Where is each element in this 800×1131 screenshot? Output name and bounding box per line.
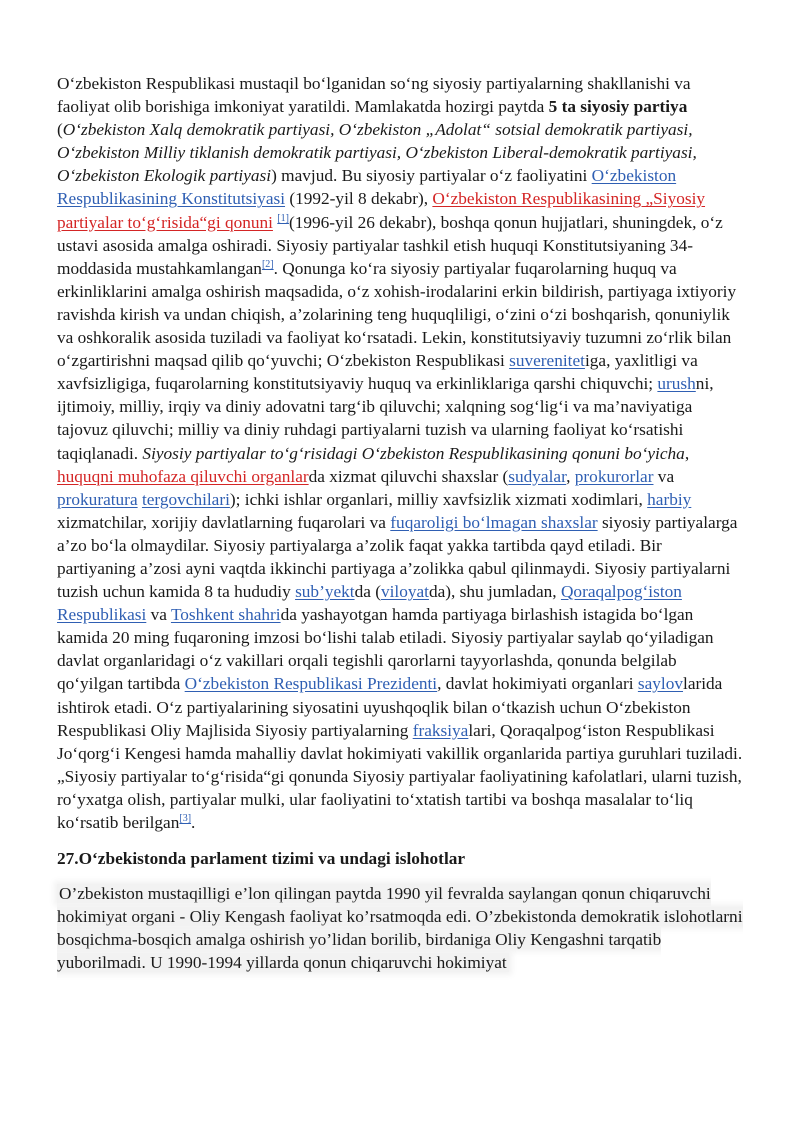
link-urush[interactable]: urush xyxy=(657,374,696,394)
link-constitution[interactable]: O‘zbekiston Respublikasining Konstitutsiyasi xyxy=(57,166,677,209)
text: da ( xyxy=(354,582,381,602)
link-saylov[interactable]: saylov xyxy=(637,674,684,694)
paragraph-political-parties xyxy=(57,72,743,834)
section-heading: 27.O‘zbekistonda parlament tizimi va undagi islohotlar xyxy=(57,849,466,869)
text: va xyxy=(653,466,675,486)
text: ) mavjud. Bu siyosiy partiyalar o‘z faoliyatini xyxy=(271,166,592,186)
link-harbiy[interactable]: harbiy xyxy=(647,489,692,509)
text: larida ishtirok etadi. O‘z partiyalarining siyosatini uyushqoqlik bilan o‘tkazish uchun O‘zbekiston Respublikasi Oliy Majlisida Siyosiy partiyalarning xyxy=(57,674,723,740)
text: iga, yaxlitligi va xavfsizligiga, fuqarolarning konstitutsiyaviy huquq va erkinliklariga qarshi chiquvchi; xyxy=(57,351,698,394)
text: lari, Qoraqalpog‘iston Respublikasi Jo‘qorg‘i Kengesi hamda mahalliy davlat hokimiyati vakillik organlarida partiya guruhlari tuziladi. „Siyosiy partiyalar to‘g‘risida“gi qonunda Siyosiy partiyalar faoliyatining kafolatlari, ularni tuzish, ro‘yxatga olish, partiyalar mulki, ular faoliyatini to‘xtatish tartibi va boshqa masalalar to‘liq ko‘rsatib berilgan xyxy=(57,720,743,832)
bold-text: 5 ta siyosiy partiya xyxy=(548,97,688,117)
text: siyosiy partiyalarga a’zo bo‘la olmaydilar. Siyosiy partiyalarga a’zolik faqat yakka tartibda qayd etiladi. Bir partiyaning a’zosi ayni vaqtda ikkinchi partiyaga a’zolikka qabul qilinmaydi. Siyosiy partiyalarni tuzish uchun kamida 8 ta hududiy xyxy=(57,512,738,602)
link-subyekt[interactable]: sub’yekt xyxy=(295,582,355,602)
text: . xyxy=(191,813,196,832)
text: . Qonunga ko‘ra siyosiy partiyalar fuqarolarning huquq va erkinliklarini amalga oshirish maqsadida, o‘z xohish-irodalarini erkin bildirish, partiyaga ixtiyoriy ravishda kirish va undan chiqish, a’zolarining teng huquqliligi, o‘zini o‘zi boshqarish, qonuniylik va oshkoralik asosida tuziladi va faoliyat ko‘rsatadi. Lekin, konstitutsiyaviy tuzumni zo‘rlik bilan o‘zgartirishni maqsad qilib qo‘yuvchi; O‘zbekiston Respublikasi xyxy=(57,258,737,371)
text: xizmatchilar, xorijiy davlatlarning fuqarolari va xyxy=(57,512,391,532)
link-tergovchilari[interactable]: tergovchilari xyxy=(141,489,230,509)
link-political-parties-law[interactable]: O‘zbekiston Respublikasining „Siyosiy partiyalar to‘g‘risida“gi qonuni xyxy=(57,189,706,232)
link-prokuratura[interactable]: prokuratura xyxy=(57,489,138,509)
link-toshkent-shahri[interactable]: Toshkent shahri xyxy=(170,605,281,625)
footnote-link-2[interactable]: [2] xyxy=(261,258,274,270)
text: da xizmat qiluvchi shaxslar ( xyxy=(308,466,509,486)
italic-law-reference: Siyosiy partiyalar to‘g‘risidagi O‘zbekiston Respublikasining qonuni bo‘yicha xyxy=(142,443,685,463)
document-page xyxy=(57,72,743,974)
link-law-enforcement[interactable]: huquqni muhofaza qiluvchi organlar xyxy=(57,466,309,486)
text: da yashayotgan hamda partiyaga birlashish istagida bo‘lgan kamida 20 ming fuqaroning imzosi bo‘lishi talab etiladi. Siyosiy partiyalar saylab qo‘yiladigan davlat organlaridagi o‘z vakillari orqali tegishli qarorlarni tayyorlashda, qonunda belgilab qo‘yilgan tartibda xyxy=(57,605,714,694)
link-qoraqalpogiston[interactable]: Qoraqalpog‘iston Respublikasi xyxy=(57,582,682,625)
link-viloyat[interactable]: viloyat xyxy=(380,582,429,602)
paragraph-parliament xyxy=(57,882,743,974)
highlighted-text: O’zbekiston mustaqilligi e’lon qilingan paytda 1990 yil fevralda saylangan qonun chiqaruvchi hokimiyat organi - Oliy Kengash faoliyat ko’rsatmoqda edi. O’zbekistonda demokratik islohotlarni bosqichma-bosqich amalga oshirish yo’lidan borilib, birdaniga Oliy Kengashni tarqatib yuborilmadi. U 1990-1994 yillarda qonun chiqaruvchi hokimiyat xyxy=(57,884,743,973)
text: , davlat hokimiyati organlari xyxy=(437,674,638,694)
footnote-link-1[interactable]: [1] xyxy=(277,212,289,224)
text: va xyxy=(146,605,171,625)
link-suverenitet[interactable]: suverenitet xyxy=(509,351,585,371)
text: ni, ijtimoiy, milliy, irqiy va diniy adovatni targ‘ib qiluvchi; xalqning sog‘lig‘i va ma’naviyatiga tajovuz qiluvchi; milliy va diniy ruhdagi partiyalarni tuzish va ularning faoliyat ko‘rsatishi taqiqlanadi. xyxy=(57,374,714,463)
text: (1996-yil 26 dekabr), boshqa qonun hujjatlari, shuningdek, o‘z ustavi asosida amalga oshiradi. Siyosiy partiyalar tashkil etish huquqi Konstitutsiyaning 34-moddasida mustahkamlangan xyxy=(57,212,723,278)
text: ); ichki ishlar organlari, milliy xavfsizlik xizmati xodimlari, xyxy=(229,489,648,509)
text: ( xyxy=(57,120,63,140)
link-stateless-persons[interactable]: fuqaroligi bo‘lmagan shaxslar xyxy=(390,512,598,532)
link-sudyalar[interactable]: sudyalar xyxy=(508,466,567,486)
text: O‘zbekiston Respublikasi mustaqil bo‘lganidan so‘ng siyosiy partiyalarning shakllanishi va faoliyat olib borishiga imkoniyat yaratildi. Mamlakatda hozirgi paytda xyxy=(57,74,691,117)
text: (1992-yil 8 dekabr), xyxy=(285,189,433,209)
footnote-link-3[interactable]: [3] xyxy=(179,813,192,825)
text: , xyxy=(684,443,690,463)
text: da), shu jumladan, xyxy=(428,582,561,602)
link-fraksiya[interactable]: fraksiya xyxy=(412,720,469,740)
link-president[interactable]: O‘zbekiston Respublikasi Prezidenti xyxy=(184,674,438,694)
link-prokurorlar[interactable]: prokurorlar xyxy=(574,466,654,486)
italic-party-list: O‘zbekiston Xalq demokratik partiyasi, O‘zbekiston „Adolat“ sotsial demokratik partiyasi, O‘zbekiston Milliy tiklanish demokratik partiyasi, O‘zbekiston Liberal-demokratik partiyasi, O‘zbekiston Ekologik partiyasi xyxy=(57,120,697,186)
text: , xyxy=(566,466,575,486)
